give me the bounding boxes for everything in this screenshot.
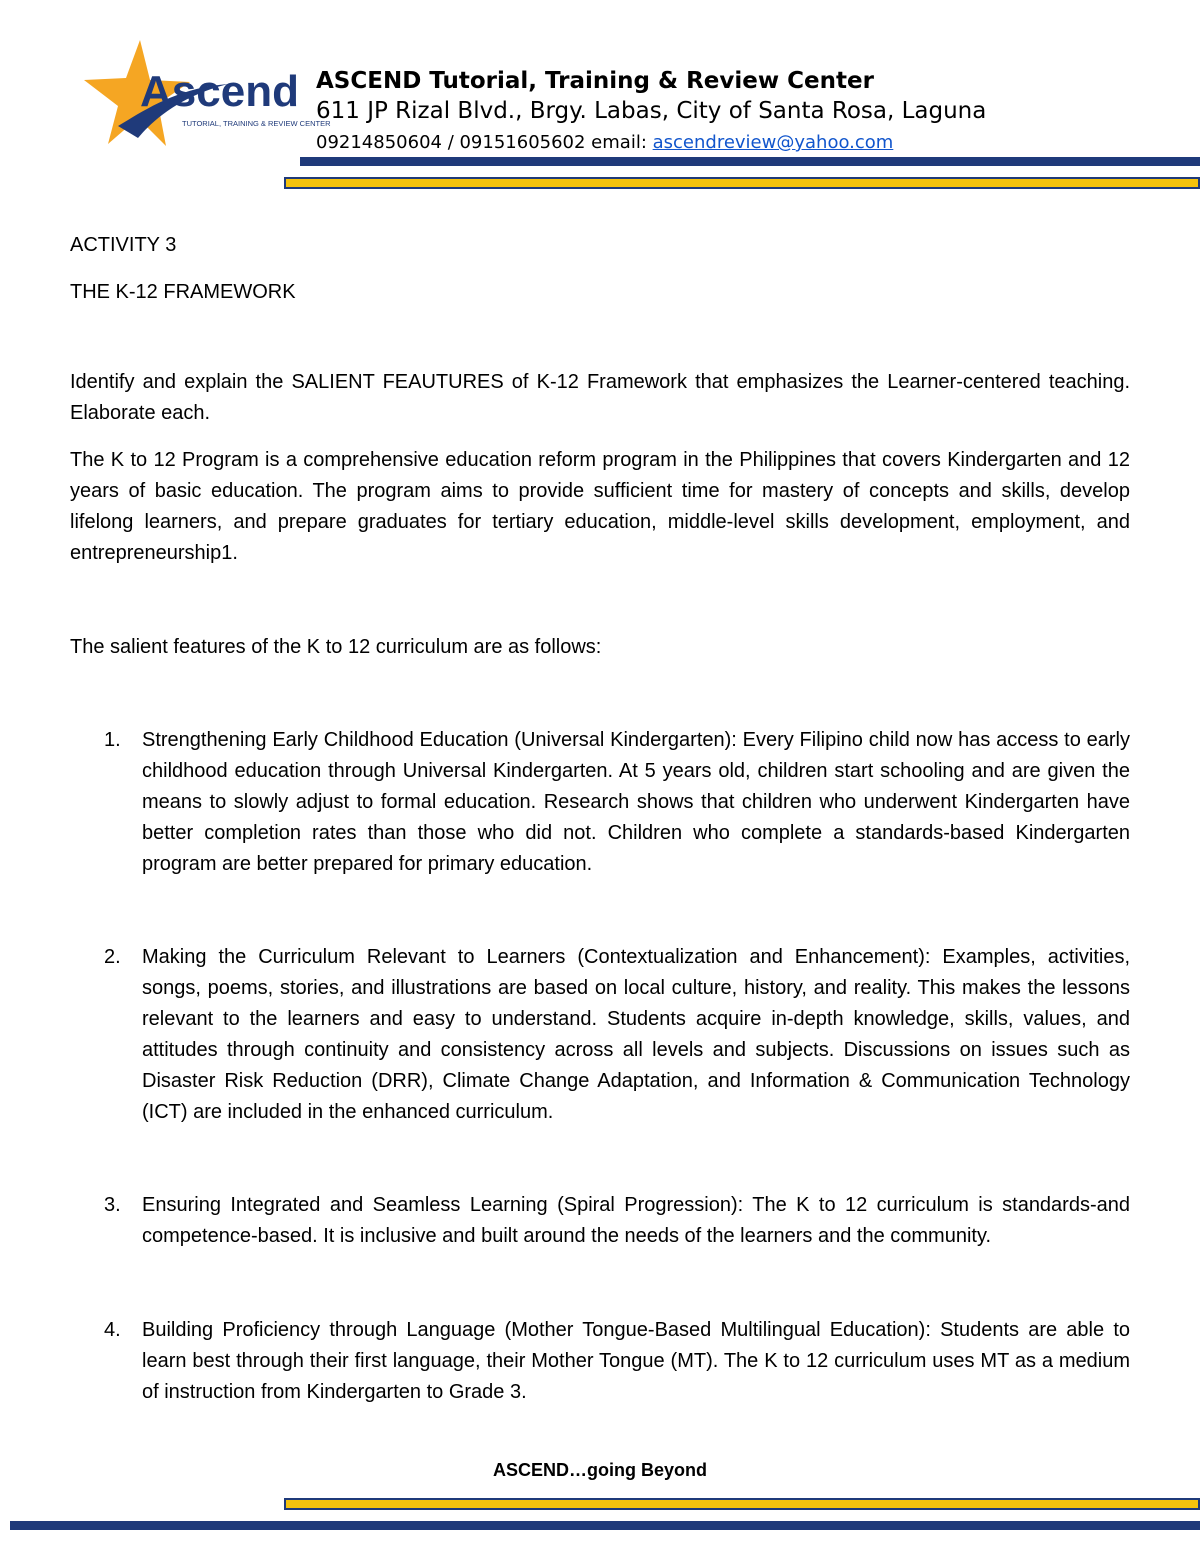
center-contact xyxy=(316,132,893,153)
footer-rule-navy xyxy=(10,1521,1200,1530)
header-rule-gold xyxy=(284,177,1200,189)
list-text: Making the Curriculum Relevant to Learners (Contextualization and Enhancement): Examples, activities, songs, poems, stories, and illustrations are based on local culture, history, and reality. This makes the lessons relevant to the learners and easy to understand. Students acquire in-depth knowledge, skills, values, and attitudes through continuity and consistency across all levels and subjects. Discussions on issues such as Disaster Risk Reduction (DRR), Climate Change Adaptation, and Information & Communication Technology (ICT) are included in the enhanced curriculum. xyxy=(142,946,1130,1123)
framework-heading: THE K-12 FRAMEWORK xyxy=(70,281,296,303)
list-item xyxy=(104,1190,1130,1252)
list-number: 4. xyxy=(104,1319,121,1341)
ascend-logo xyxy=(78,38,331,150)
activity-heading: ACTIVITY 3 xyxy=(70,234,177,256)
list-text: Building Proficiency through Language (Mother Tongue-Based Multilingual Education): Students are able to learn best through their first language, their Mother Tongue (MT). The K to 12 curriculum uses MT as a medium of instruction from Kindergarten to Grade 3. xyxy=(142,1319,1130,1403)
list-item xyxy=(104,942,1130,1128)
question-prompt: Identify and explain the SALIENT FEAUTURES of K-12 Framework that emphasizes the Learner-centered teaching. Elaborate each. xyxy=(70,371,1130,424)
list-number: 3. xyxy=(104,1194,121,1216)
center-address: 611 JP Rizal Blvd., Brgy. Labas, City of Santa Rosa, Laguna xyxy=(316,98,987,124)
center-title: ASCEND Tutorial, Training & Review Center xyxy=(316,68,874,94)
list-text: Ensuring Integrated and Seamless Learning (Spiral Progression): The K to 12 curriculum is standards-and competence-based. It is inclusive and built around the needs of the learners and the community. xyxy=(142,1194,1130,1247)
intro-paragraph: The K to 12 Program is a comprehensive education reform program in the Philippines that covers Kindergarten and 12 years of basic education. The program aims to provide sufficient time for mastery of concepts and skills, develop lifelong learners, and prepare graduates for tertiary education, middle-level skills development, employment, and entrepreneurship1. xyxy=(70,449,1130,564)
footer-tagline: ASCEND…going Beyond xyxy=(493,1460,707,1480)
list-text: Strengthening Early Childhood Education (Universal Kindergarten): Every Filipino child now has access to early childhood education through Universal Kindergarten. At 5 years old, children start schooling and are given the means to slowly adjust to formal education. Research shows that children who underwent Kindergarten have better completion rates than those who did not. Children who complete a standards-based Kindergarten program are better prepared for primary education. xyxy=(142,729,1130,875)
svg-text:Ascend: Ascend xyxy=(140,67,299,116)
header-rule-navy xyxy=(300,157,1200,166)
list-intro: The salient features of the K to 12 curriculum are as follows: xyxy=(70,636,602,658)
phone-numbers: 09214850604 / 09151605602 email: xyxy=(316,132,653,153)
email-link[interactable]: ascendreview@yahoo.com xyxy=(652,132,894,153)
list-item xyxy=(104,725,1130,880)
list-number: 1. xyxy=(104,729,121,751)
footer-rule-gold xyxy=(284,1498,1200,1510)
list-number: 2. xyxy=(104,946,121,968)
list-item xyxy=(104,1315,1130,1408)
svg-text:TUTORIAL, TRAINING & REVIEW CE: TUTORIAL, TRAINING & REVIEW CENTER xyxy=(182,119,331,128)
